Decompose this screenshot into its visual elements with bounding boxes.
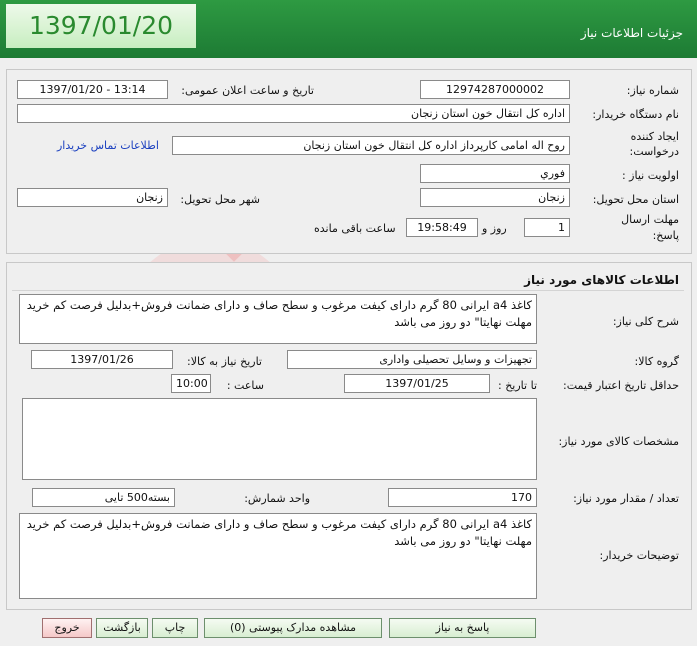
province-label: استان محل تحویل: (592, 193, 679, 206)
city-field: زنجان (17, 188, 168, 207)
quantity-field: 170 (388, 488, 537, 507)
province-field: زنجان (420, 188, 570, 207)
description-label: شرح کلی نیاز: (612, 315, 679, 328)
buyer-notes-field: کاغذ a4 ایرانی 80 گرم دارای کیفت مرغوب و سطح صاف و دارای ضمانت فروش+بدلیل فرصت کم خرید مهلت نهایتا" دو روز می باشد (19, 513, 537, 599)
unit-label: واحد شمارش: (244, 492, 310, 505)
validity-time-field: 10:00 (171, 374, 211, 393)
deadline-label-1: مهلت ارسال (621, 213, 679, 226)
deadline-time-field: 19:58:49 (406, 218, 478, 237)
need-number-field: 12974287000002 (420, 80, 570, 99)
goods-section-title: اطلاعات کالاهای مورد نیاز (524, 273, 679, 287)
buyer-notes-label: توضیحات خریدار: (599, 549, 679, 562)
remaining-label: ساعت باقی مانده (314, 222, 396, 235)
specs-field (22, 398, 537, 480)
announce-label: تاریخ و ساعت اعلان عمومی: (181, 84, 314, 97)
need-number-label: شماره نیاز: (626, 84, 679, 97)
contact-buyer-link[interactable]: اطلاعات تماس خریدار (57, 139, 159, 152)
description-field: کاغذ a4 ایرانی 80 گرم دارای کیفت مرغوب و سطح صاف و دارای ضمانت فروش+بدلیل فرصت کم خرید مهلت نهایتا" دو روز می باشد (19, 294, 537, 344)
city-label: شهر محل تحویل: (180, 193, 260, 206)
goods-group-label: گروه کالا: (634, 355, 679, 368)
specs-label: مشخصات کالای مورد نیاز: (558, 435, 679, 448)
announce-field: 1397/01/20 - 13:14 (17, 80, 168, 99)
exit-button[interactable]: خروج (42, 618, 92, 638)
unit-field: بسته500 تایی (32, 488, 175, 507)
attachments-button[interactable]: مشاهده مدارک پیوستی (0) (204, 618, 382, 638)
buyer-label: نام دستگاه خریدار: (592, 108, 679, 121)
header-date: 1397/01/20 (6, 4, 196, 48)
need-date-label: تاریخ نیاز به کالا: (187, 355, 262, 368)
days-label: روز و (482, 222, 507, 235)
deadline-days-field: 1 (524, 218, 570, 237)
priority-label: اولویت نیاز : (621, 169, 679, 182)
reply-button[interactable]: پاسخ به نیاز (389, 618, 536, 638)
back-button[interactable]: بازگشت (96, 618, 148, 638)
print-button[interactable]: چاپ (152, 618, 198, 638)
to-date-label: تا تاریخ : (498, 379, 537, 392)
creator-field: روح اله امامی کارپرداز اداره کل انتقال خون استان زنجان (172, 136, 570, 155)
header-bar (0, 0, 697, 58)
validity-date-field: 1397/01/25 (344, 374, 490, 393)
need-date-field: 1397/01/26 (31, 350, 173, 369)
creator-label-1: ایجاد کننده (630, 130, 679, 143)
section-divider (12, 290, 684, 291)
min-validity-label: حداقل تاریخ اعتبار قیمت: (563, 379, 679, 392)
deadline-label-2: پاسخ: (652, 229, 679, 242)
quantity-label: تعداد / مقدار مورد نیاز: (573, 492, 679, 505)
priority-field: فوري (420, 164, 570, 183)
validity-time-label: ساعت : (226, 379, 264, 392)
buyer-field: اداره کل انتقال خون استان زنجان (17, 104, 570, 123)
creator-label-2: درخواست: (629, 145, 679, 158)
page-title: جزئیات اطلاعات نیاز (580, 26, 683, 40)
goods-group-field: تجهیزات و وسایل تحصیلی واداری (287, 350, 537, 369)
